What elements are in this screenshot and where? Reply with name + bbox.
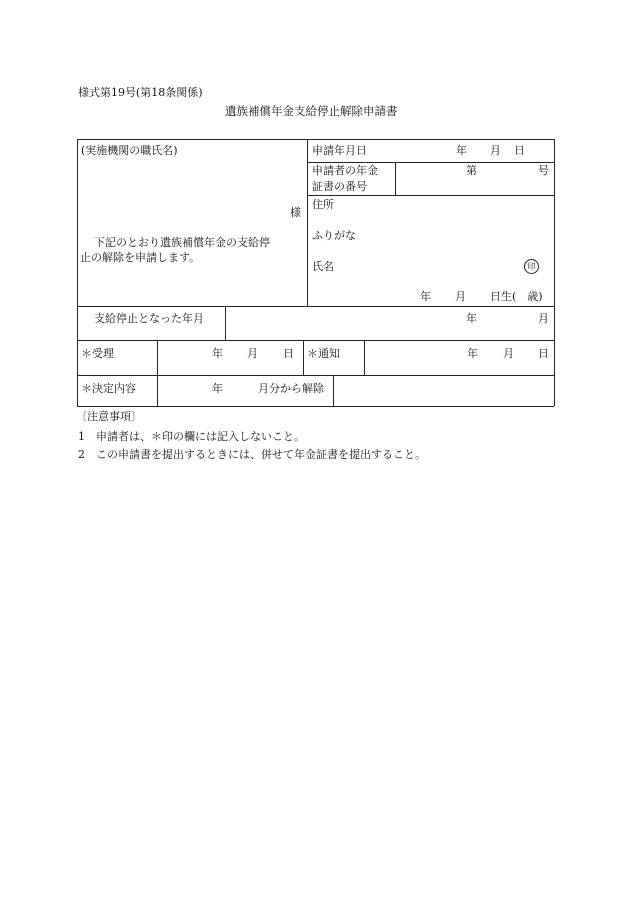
furigana-label: ふりがな	[312, 229, 356, 242]
certificate-label-2: 証書の番号	[312, 180, 367, 193]
form-title: 遺族補償年金支給停止解除申請書	[225, 104, 398, 118]
form-number: 様式第19号(第18条関係)	[78, 86, 203, 99]
birth-day-age: 日生( 歳)	[490, 290, 543, 303]
sama-label: 様	[290, 206, 301, 219]
notice-label: ＊通知	[307, 347, 340, 360]
notice-day: 日	[538, 347, 549, 360]
application-date-year: 年	[456, 144, 467, 157]
note-2-text: この申請書を提出するときには、併せて年金証書を提出すること。	[96, 448, 426, 461]
note-1-number: 1	[78, 430, 85, 443]
agency-label: (実施機関の職氏名)	[81, 144, 178, 157]
receipt-day: 日	[283, 347, 294, 360]
decision-year: 年	[212, 382, 223, 395]
note-1-text: 申請者は、＊印の欄には記入しないこと。	[96, 430, 305, 443]
decision-label: ＊決定内容	[81, 382, 136, 395]
notes-heading: 〔注意事項〕	[76, 410, 142, 423]
receipt-month: 月	[247, 347, 258, 360]
suspension-year: 年	[466, 312, 477, 325]
suspension-month: 月	[538, 312, 549, 325]
request-line-1: 下記のとおり遺族補償年金の支給停	[94, 236, 270, 249]
birth-year: 年	[420, 290, 431, 303]
birth-month: 月	[455, 290, 466, 303]
notice-year: 年	[467, 347, 478, 360]
suspension-label: 支給停止となった年月	[94, 312, 204, 325]
name-label: 氏名	[312, 260, 334, 273]
request-line-2: 止の解除を申請します。	[80, 251, 201, 264]
notice-month: 月	[503, 347, 514, 360]
application-date-day: 日	[514, 144, 525, 157]
seal-mark-icon: 印	[524, 259, 539, 274]
certificate-label-1: 申請者の年金	[312, 164, 378, 177]
receipt-year: 年	[212, 347, 223, 360]
decision-text: 月分から解除	[258, 382, 324, 395]
certificate-go: 号	[538, 164, 549, 177]
address-label: 住所	[312, 198, 334, 211]
application-date-label: 申請年月日	[312, 144, 367, 157]
note-2-number: 2	[78, 448, 85, 461]
application-date-month: 月	[490, 144, 501, 157]
receipt-label: ＊受理	[81, 347, 114, 360]
certificate-dai: 第	[466, 164, 477, 177]
